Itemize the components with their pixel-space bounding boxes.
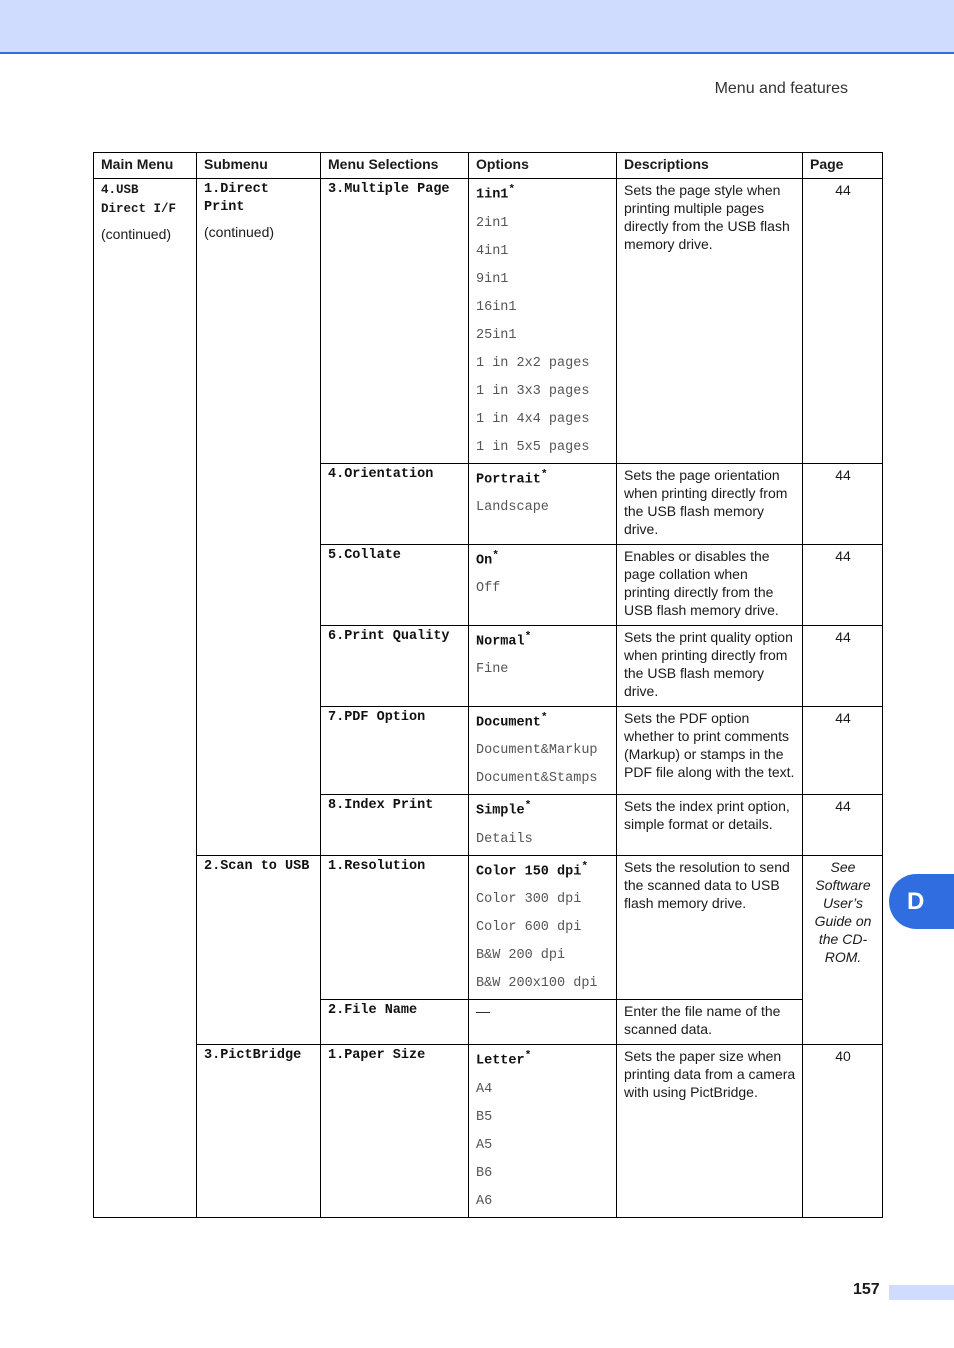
default-option: Letter* bbox=[476, 1050, 532, 1069]
menu-selection: 6.Print Quality bbox=[321, 625, 469, 706]
column-header: Main Menu bbox=[94, 153, 197, 179]
column-header: Submenu bbox=[197, 153, 321, 179]
option: 2in1 bbox=[476, 215, 509, 231]
page-ref: 44 bbox=[803, 544, 883, 625]
option: 1 in 5x5 pages bbox=[476, 439, 590, 455]
option: B&W 200 dpi bbox=[476, 948, 566, 963]
submenu-cell bbox=[197, 179, 321, 856]
option: B5 bbox=[476, 1109, 493, 1125]
options-cell bbox=[469, 1045, 617, 1218]
menu-selection: 4.Orientation bbox=[321, 463, 469, 544]
submenu-cell bbox=[197, 1045, 321, 1218]
options-cell bbox=[469, 544, 617, 625]
option: — bbox=[476, 1003, 490, 1019]
column-header: Descriptions bbox=[617, 153, 803, 179]
footer-bar bbox=[889, 1285, 954, 1300]
page-ref: See Software User’s Guide on the CD-ROM. bbox=[803, 855, 883, 1045]
description: Sets the print quality option when printing directly from the USB flash memory drive. bbox=[617, 625, 803, 706]
description: Sets the resolution to send the scanned data to USB flash memory drive. bbox=[617, 855, 803, 1000]
default-option: 1in1* bbox=[476, 184, 516, 203]
option: 1 in 4x4 pages bbox=[476, 411, 590, 427]
option: Details bbox=[476, 831, 533, 847]
menu-selection: 1.Resolution bbox=[321, 855, 469, 1000]
default-option: Simple* bbox=[476, 800, 532, 819]
option: 4in1 bbox=[476, 243, 509, 259]
default-option: Document* bbox=[476, 711, 548, 730]
description: Enter the file name of the scanned data. bbox=[617, 1000, 803, 1045]
menu-selection: 5.Collate bbox=[321, 544, 469, 625]
options-cell bbox=[469, 855, 617, 1000]
column-header: Menu Selections bbox=[321, 153, 469, 179]
menu-selection: 8.Index Print bbox=[321, 795, 469, 856]
description: Sets the page style when printing multiple pages directly from the USB flash memory drive. bbox=[617, 179, 803, 464]
option: 1 in 2x2 pages bbox=[476, 355, 590, 371]
options-cell bbox=[469, 179, 617, 464]
option: 1 in 3x3 pages bbox=[476, 383, 590, 399]
menu-selection: 2.File Name bbox=[321, 1000, 469, 1045]
appendix-tab-letter: D bbox=[907, 887, 925, 915]
default-option: On* bbox=[476, 549, 499, 568]
column-header: Page bbox=[803, 153, 883, 179]
page-ref: 40 bbox=[803, 1045, 883, 1218]
page-ref: 44 bbox=[803, 706, 883, 795]
main-menu-label: 4.USB Direct I/F bbox=[101, 183, 177, 216]
option: Document&Markup bbox=[476, 743, 598, 758]
option: Off bbox=[476, 581, 501, 596]
option: A5 bbox=[476, 1137, 493, 1153]
page-ref: 44 bbox=[803, 463, 883, 544]
options-cell bbox=[469, 1000, 617, 1045]
table-row bbox=[94, 855, 883, 1000]
menu-selection: 7.PDF Option bbox=[321, 706, 469, 795]
page-ref: 44 bbox=[803, 179, 883, 464]
option: A6 bbox=[476, 1193, 493, 1209]
options-cell bbox=[469, 706, 617, 795]
default-option: Portrait* bbox=[476, 468, 548, 487]
option: Fine bbox=[476, 662, 509, 677]
submenu-label: 2.Scan to USB bbox=[204, 858, 310, 874]
table-header-row bbox=[94, 153, 883, 179]
submenu-cell bbox=[197, 855, 321, 1045]
page-ref: 44 bbox=[803, 795, 883, 856]
column-header: Options bbox=[469, 153, 617, 179]
menu-selection: 1.Paper Size bbox=[321, 1045, 469, 1218]
description: Sets the index print option, simple format or details. bbox=[617, 795, 803, 856]
description: Sets the paper size when printing data from a camera with using PictBridge. bbox=[617, 1045, 803, 1218]
table-row bbox=[94, 179, 883, 464]
options-cell bbox=[469, 463, 617, 544]
option: 25in1 bbox=[476, 327, 517, 343]
option: A4 bbox=[476, 1081, 493, 1097]
table-row bbox=[94, 1045, 883, 1218]
option: Landscape bbox=[476, 500, 549, 515]
menu-table bbox=[93, 152, 883, 1218]
submenu-label: 1.Direct Print bbox=[204, 182, 269, 215]
option: Color 600 dpi bbox=[476, 920, 582, 935]
option: B6 bbox=[476, 1165, 493, 1181]
option: B&W 200x100 dpi bbox=[476, 976, 598, 991]
page-ref: 44 bbox=[803, 625, 883, 706]
description: Enables or disables the page collation when printing directly from the USB flash memory drive. bbox=[617, 544, 803, 625]
options-cell bbox=[469, 795, 617, 856]
submenu-label: 3.PictBridge bbox=[204, 1048, 302, 1063]
page-number: 157 bbox=[853, 1281, 880, 1298]
continued-note: (continued) bbox=[101, 226, 172, 242]
options-cell bbox=[469, 625, 617, 706]
appendix-tab bbox=[889, 874, 954, 929]
menu-selection: 3.Multiple Page bbox=[321, 179, 469, 464]
description: Sets the page orientation when printing directly from the USB flash memory drive. bbox=[617, 463, 803, 544]
option: Color 300 dpi bbox=[476, 892, 582, 907]
main-menu-cell bbox=[94, 179, 197, 1218]
top-header-band bbox=[0, 0, 954, 54]
default-option: Normal* bbox=[476, 630, 532, 649]
option: 16in1 bbox=[476, 299, 517, 315]
description: Sets the PDF option whether to print comments (Markup) or stamps in the PDF file along with the text. bbox=[617, 706, 803, 795]
option: Document&Stamps bbox=[476, 771, 598, 786]
continued-note: (continued) bbox=[204, 224, 275, 240]
section-title: Menu and features bbox=[714, 80, 848, 97]
option: 9in1 bbox=[476, 271, 509, 287]
default-option: Color 150 dpi* bbox=[476, 860, 589, 879]
